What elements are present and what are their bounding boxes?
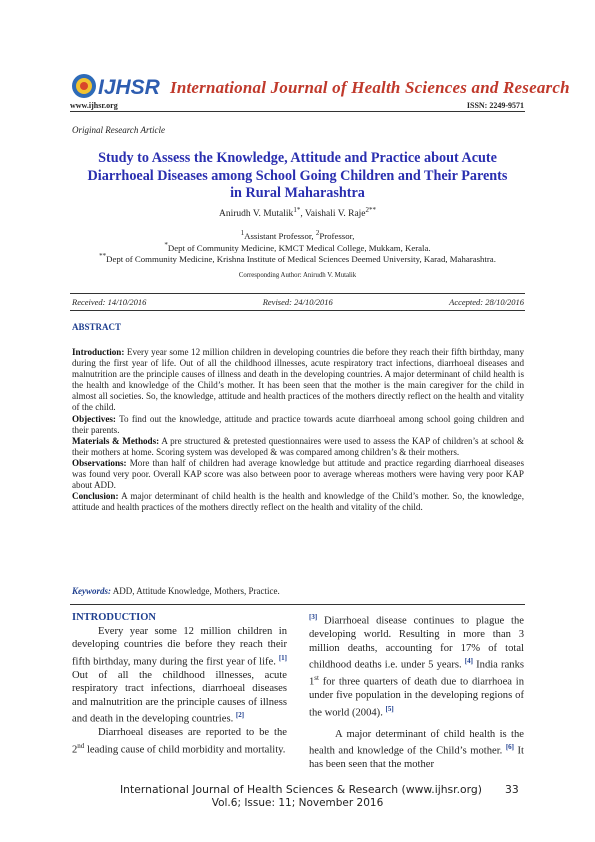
section-text: A major determinant of child health is the health and knowledge of the Child’s mother. So, the knowledge, attitude and health practices of the mothers directly reflect on the health and vitality of the child.	[72, 491, 524, 513]
page-number: 33	[505, 783, 519, 796]
date-received: Received: 14/10/2016	[72, 297, 147, 307]
logo-text: IJHSR	[98, 76, 160, 99]
section-text: More than half of children had average knowledge but attitude and practice regarding diarrhoeal diseases was found very poor. Overall KAP score was also between poor to average whereas mothers were having very poor KAP about ADD.	[72, 457, 524, 491]
date-accepted: Accepted: 28/10/2016	[449, 297, 524, 307]
abstract-body	[72, 347, 524, 513]
para-text: for three quarters of death due to diarrhoea in under five population in the developing regions of the world (2004).	[309, 676, 524, 719]
para-text: A major determinant of child health is the health and knowledge of the Child’s mother.	[309, 728, 524, 757]
article-title: Study to Assess the Knowledge, Attitude and Practice about Acute Diarrhoeal Diseases among School Going Children and Their Parents in Rural Maharashtra	[87, 150, 508, 201]
citation-link[interactable]: [4]	[464, 657, 473, 666]
keywords	[72, 586, 280, 596]
author-marker: 1*	[293, 206, 301, 214]
affil-text: Professor,	[319, 230, 355, 241]
citation-link[interactable]: [6]	[505, 743, 514, 752]
paragraph	[72, 726, 287, 757]
para-text: Every year some 12 million children in developing countries die before they reach their fifth birthday, many during the first year of life.	[72, 625, 287, 668]
body-column-left	[72, 611, 287, 757]
affil-marker: **	[99, 252, 107, 260]
section-label: Introduction:	[72, 347, 125, 357]
date-revised: Revised: 24/10/2016	[262, 297, 333, 307]
section-label: Conclusion:	[72, 491, 119, 502]
section-text: A pre structured & pretested questionnaires were used to assess the KAP of children’s at school & their mothers at home. Scoring system was developed & was compared among children’s & their mothers.	[72, 435, 524, 457]
abstract-introduction	[72, 347, 524, 414]
section-text: Every year some 12 million children in developing countries die before they reach their fifth birthday, many during the first year of life. Out of all the childhood illnesses, acute respiratory tract infections, diarrhoeal diseases and malnutrition are the principle causes of illness and death in the developing countries. A major determinant of child health is the health and knowledge of the Child’s mother. It has been seen that the mother is the main caregiver for the child in almost all societies. So, the knowledge, attitude and health practices of the mothers directly reflect on the health and vitality of the child.	[72, 347, 524, 413]
author-list: Anirudh V. Mutalik$^{1*}$, Vaishali V. Raje$^{2**}$	[218, 206, 377, 220]
section-label: Observations:	[72, 457, 127, 468]
section-text: To find out the knowledge, attitude and practice towards acute diarrhoeal among school going children and their parents.	[72, 413, 524, 435]
journal-issn: ISSN: 2249-9571	[466, 101, 524, 110]
affil-text: Assistant Professor,	[244, 230, 316, 241]
introduction-heading: INTRODUCTION	[72, 612, 157, 623]
abstract-methods	[72, 436, 524, 458]
dates-rule-bottom	[70, 310, 525, 311]
dates-rule-top	[70, 293, 525, 294]
affil-text: Dept of Community Medicine, Krishna Institute of Medical Sciences Deemed University, Karad, Maharashtra.	[106, 253, 496, 264]
ordinal-sup: nd	[77, 741, 85, 750]
abstract-heading: ABSTRACT	[72, 322, 122, 332]
abstract-objectives	[72, 414, 524, 436]
para-text: Diarrhoeal disease continues to plague the developing world. Resulting in more than 3 million deaths, accounting for 17% of total childhood deaths i.e. under 5 years.	[309, 615, 524, 671]
affil-marker: 1	[240, 229, 245, 237]
affil-marker: *	[164, 241, 168, 249]
citation-link[interactable]: [2]	[235, 711, 245, 720]
paragraph	[309, 728, 524, 772]
header-rule	[70, 111, 525, 112]
body-column-right	[309, 611, 524, 772]
para-text: India ranks 1	[309, 659, 524, 688]
journal-name: International Journal of Health Sciences and Research	[170, 78, 570, 97]
section-label: Materials & Methods:	[72, 435, 160, 446]
journal-url[interactable]: www.ijhsr.org	[70, 101, 118, 110]
para-text: It has been seen that the mother	[309, 745, 525, 771]
affil-marker: 2	[315, 229, 320, 237]
paragraph	[309, 611, 524, 720]
body-rule	[70, 604, 525, 605]
para-text: Diarrhoeal diseases are reported to be the 2	[72, 727, 287, 756]
author-name: Vaishali V. Raje	[304, 209, 366, 220]
affil-text: Dept of Community Medicine, KMCT Medical College, Mukkam, Kerala.	[167, 242, 431, 253]
keywords-text: ADD, Attitude Knowledge, Mothers, Practice.	[111, 586, 280, 596]
abstract-conclusion	[72, 491, 524, 513]
citation-link[interactable]: [1]	[278, 653, 287, 662]
keywords-label: Keywords:	[72, 586, 111, 596]
citation-link[interactable]: [5]	[385, 704, 394, 713]
section-label: Objectives:	[72, 413, 116, 424]
author-marker: 2**	[365, 206, 377, 214]
article-type: Original Research Article	[72, 125, 165, 135]
citation-link[interactable]: [3]	[309, 613, 318, 621]
paragraph	[72, 625, 287, 727]
abstract-observations	[72, 458, 524, 491]
footer-volume: Vol.6; Issue: 11; November 2016	[211, 797, 384, 809]
ordinal-sup: st	[314, 674, 319, 683]
footer-journal: International Journal of Health Sciences & Research (www.ijhsr.org)	[120, 783, 482, 796]
journal-logo	[70, 72, 164, 100]
affiliation-2	[72, 251, 523, 265]
para-text: Out of all the childhood illnesses, acute respiratory tract infections, diarrhoeal diseases and malnutrition are the principle causes of illness and death in the developing countries.	[72, 669, 287, 725]
article-dates	[72, 297, 524, 307]
corresponding-author: Corresponding Author: Anirudh V. Mutalik	[238, 272, 357, 279]
author-name: Anirudh V. Mutalik	[218, 209, 294, 220]
para-text: leading cause of child morbidity and mortality.	[84, 744, 286, 756]
